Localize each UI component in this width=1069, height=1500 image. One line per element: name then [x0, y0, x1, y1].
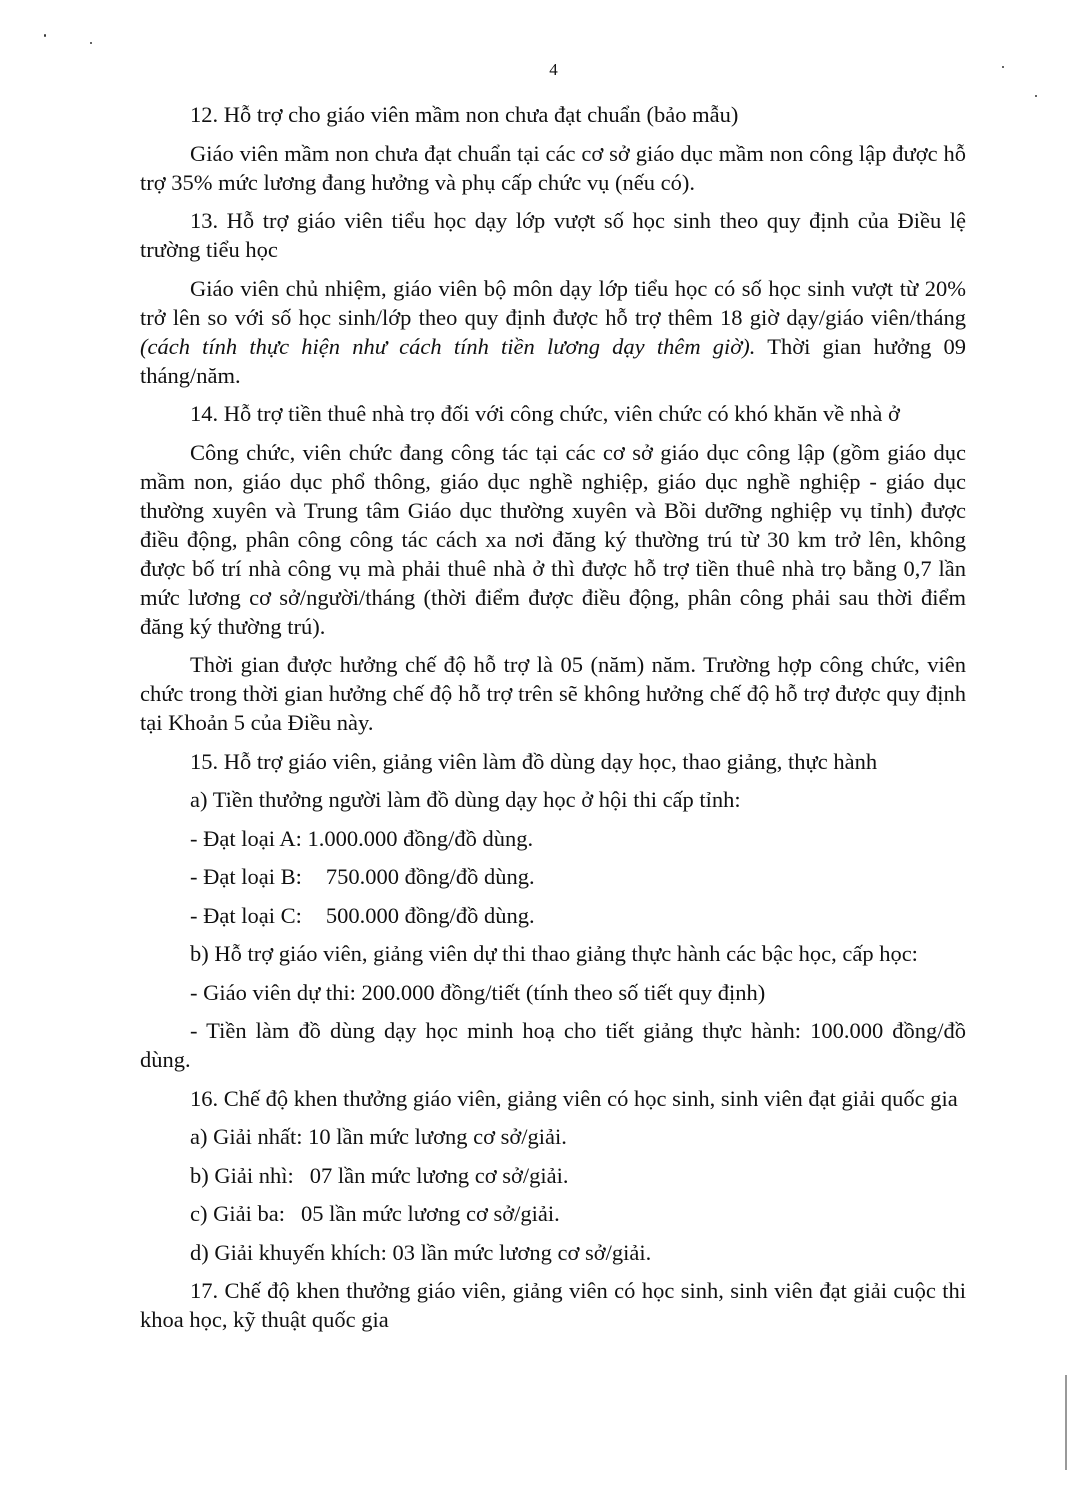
prize-value: 10 lần mức lương cơ sở/giải.	[308, 1124, 567, 1149]
scan-edge-mark	[1065, 1375, 1067, 1470]
section-15-sub-a: a) Tiền thưởng người làm đồ dùng dạy học ở hội thi cấp tỉnh:	[190, 787, 741, 812]
section-14-duration: Thời gian được hưởng chế độ hỗ trợ là 05 (năm) năm. Trường hợp công chức, viên chức trong thời gian hưởng chế độ hỗ trợ trên sẽ không hưởng chế độ hỗ trợ được quy định tại Khoản 5 của Điều này.	[140, 652, 966, 735]
sub-b-item: - Tiền làm đồ dùng dạy học minh hoạ cho tiết giảng thực hành: 100.000 đồng/đồ dùng.	[140, 1018, 966, 1072]
section-17-heading: 17. Chế độ khen thưởng giáo viên, giảng viên có học sinh, sinh viên đạt giải cuộc thi khoa học, kỹ thuật quốc gia	[140, 1278, 966, 1332]
prize-label: a) Giải nhất:	[190, 1124, 303, 1149]
prize-label: c) Giải ba:	[190, 1201, 285, 1226]
sub-b-item: - Giáo viên dự thi: 200.000 đồng/tiết (tính theo số tiết quy định)	[190, 979, 766, 1005]
section-13-heading: 13. Hỗ trợ giáo viên tiểu học dạy lớp vượt số học sinh theo quy định của Điều lệ trường tiểu học	[140, 208, 966, 262]
section-16-heading: 16. Chế độ khen thưởng giáo viên, giảng viên có học sinh, sinh viên đạt giải quốc gia	[190, 1085, 958, 1111]
document-body	[140, 100, 966, 1344]
section-14-body: Công chức, viên chức đang công tác tại các cơ sở giáo dục công lập (gồm giáo dục mầm non, giáo dục phổ thông, giáo dục nghề nghiệp, giáo dục nghề nghiệp - giáo dục thường xuyên và Trung tâm Giáo dục thường xuyên và Bồi dưỡng nghiệp vụ tỉnh) được điều động, phân công công tác cách xa nơi đăng ký thường trú từ 30 km trở lên, không được bố trí nhà công vụ mà phải thuê nhà ở thì được hỗ trợ tiền thuê nhà trọ bằng 0,7 lần mức lương cơ sở/người/tháng (thời điểm được điều động, phân công phải sau thời điểm đăng ký thường trú).	[140, 439, 966, 639]
prize-value: 07 lần mức lương cơ sở/giải.	[309, 1162, 569, 1188]
section-13-body-text: Giáo viên chủ nhiệm, giáo viên bộ môn dạy lớp tiểu học có số học sinh vượt từ 20% trở lên so với số học sinh/lớp theo quy định được hỗ trợ thêm 18 giờ dạy/giáo viên/tháng	[140, 275, 966, 330]
section-15-heading: 15. Hỗ trợ giáo viên, giảng viên làm đồ dùng dạy học, thao giảng, thực hành	[190, 748, 878, 774]
award-value: 750.000 đồng/đồ dùng.	[325, 864, 535, 889]
prize-row	[140, 1122, 966, 1151]
section-12-body: Giáo viên mầm non chưa đạt chuẩn tại các cơ sở giáo dục mầm non công lập được hỗ trợ 35% mức lương đang hưởng và phụ cấp chức vụ (nếu có).	[140, 140, 966, 195]
section-13-body-duration: Thời gian hưởng 09 tháng/năm.	[140, 333, 967, 388]
section-15-sub-b: b) Hỗ trợ giáo viên, giảng viên dự thi thao giảng thực hành các bậc học, cấp học:	[190, 941, 918, 966]
section-13-body	[140, 274, 966, 390]
section-14-heading: 14. Hỗ trợ tiền thuê nhà trọ đối với công chức, viên chức có khó khăn về nhà ở	[190, 401, 900, 426]
scan-speck	[90, 42, 92, 44]
page-number: 4	[549, 60, 558, 79]
prize-label: d) Giải khuyến khích:	[190, 1239, 387, 1265]
section-12-heading: 12. Hỗ trợ cho giáo viên mầm non chưa đạt chuẩn (bảo mẫu)	[190, 102, 739, 127]
award-value: 500.000 đồng/đồ dùng.	[325, 902, 535, 928]
award-row	[140, 901, 966, 930]
award-value: 1.000.000 đồng/đồ dùng.	[307, 825, 534, 851]
award-label: - Đạt loại B:	[190, 864, 302, 889]
prize-value: 03 lần mức lương cơ sở/giải.	[392, 1239, 652, 1265]
award-label: - Đạt loại C:	[190, 902, 302, 928]
prize-value: 05 lần mức lương cơ sở/giải.	[300, 1201, 560, 1226]
prize-row	[140, 1199, 966, 1228]
scan-speck	[44, 34, 46, 37]
prize-row	[140, 1238, 966, 1267]
award-row	[140, 824, 966, 853]
prize-label: b) Giải nhì:	[190, 1162, 294, 1188]
award-label: - Đạt loại A:	[190, 825, 302, 851]
prize-row	[140, 1161, 966, 1190]
section-13-body-note: (cách tính thực hiện như cách tính tiền lương dạy thêm giờ).	[140, 333, 756, 359]
award-row	[140, 862, 966, 891]
scan-speck	[1035, 95, 1037, 97]
